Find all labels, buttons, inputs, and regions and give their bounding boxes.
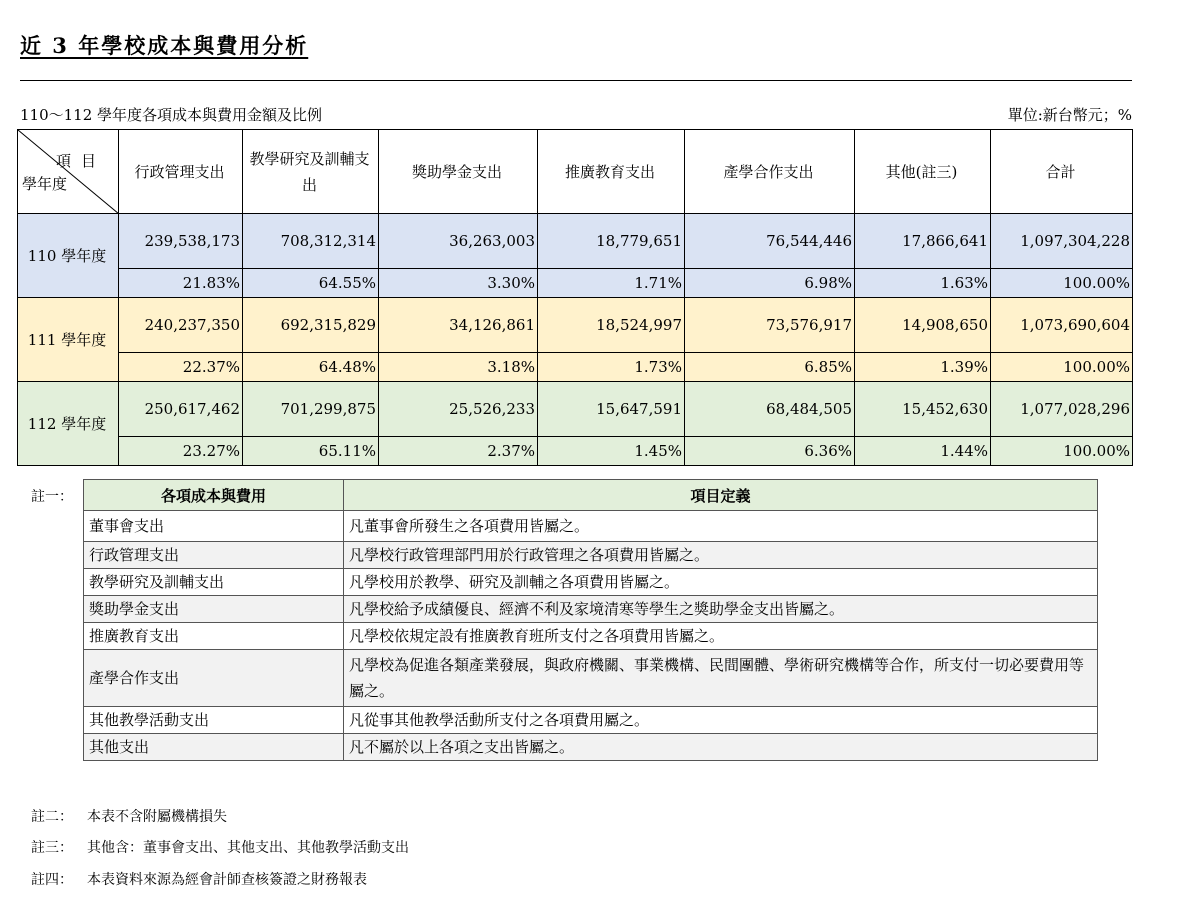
definition-header-item: 各項成本與費用 — [84, 480, 344, 511]
definition-item-name: 行政管理支出 — [84, 542, 344, 569]
percent-cell: 1.71% — [538, 269, 685, 298]
percent-cell: 100.00% — [991, 269, 1133, 298]
percent-cell: 3.30% — [379, 269, 538, 298]
percent-cell: 65.11% — [243, 437, 379, 466]
amount-cell: 68,484,505 — [685, 382, 855, 437]
definition-item-name: 其他支出 — [84, 734, 344, 761]
amount-cell: 1,097,304,228 — [991, 214, 1133, 269]
title-divider — [20, 80, 1132, 81]
amount-cell: 15,647,591 — [538, 382, 685, 437]
amount-row — [18, 298, 1133, 353]
footnote-label: 註三： — [31, 840, 73, 856]
percent-cell: 22.37% — [119, 353, 243, 382]
percent-cell: 1.44% — [855, 437, 991, 466]
column-header: 教學研究及訓輔支出 — [243, 130, 379, 214]
footnote-text: 本表不含附屬機構損失 — [87, 809, 227, 825]
amount-cell: 250,617,462 — [119, 382, 243, 437]
amount-cell: 240,237,350 — [119, 298, 243, 353]
amount-cell: 692,315,829 — [243, 298, 379, 353]
footnote — [31, 869, 367, 889]
percent-cell: 1.45% — [538, 437, 685, 466]
percent-cell: 64.55% — [243, 269, 379, 298]
definition-text: 凡學校用於教學、研究及訓輔之各項費用皆屬之。 — [344, 569, 1098, 596]
column-header: 獎助學金支出 — [379, 130, 538, 214]
definition-row — [84, 569, 1098, 596]
percent-row — [18, 437, 1133, 466]
page-title: 近 3 年學校成本與費用分析 — [20, 33, 309, 58]
percent-row — [18, 353, 1133, 382]
definition-text: 凡董事會所發生之各項費用皆屬之。 — [344, 511, 1098, 542]
percent-cell: 6.98% — [685, 269, 855, 298]
amount-cell: 17,866,641 — [855, 214, 991, 269]
corner-year-label: 學年度 — [22, 175, 68, 193]
definition-item-name: 教學研究及訓輔支出 — [84, 569, 344, 596]
amount-cell: 34,126,861 — [379, 298, 538, 353]
header-row — [18, 130, 1133, 214]
definition-text: 凡學校為促進各類產業發展，與政府機關、事業機構、民間團體、學術研究機構等合作，所支付一切必要費用等屬之。 — [344, 650, 1098, 707]
definition-item-name: 其他教學活動支出 — [84, 707, 344, 734]
cost-table — [17, 129, 1133, 466]
definition-row — [84, 623, 1098, 650]
column-header: 合計 — [991, 130, 1133, 214]
corner-header — [18, 130, 119, 214]
amount-cell: 36,263,003 — [379, 214, 538, 269]
percent-cell: 64.48% — [243, 353, 379, 382]
definition-row — [84, 542, 1098, 569]
footnote — [31, 837, 409, 857]
definition-text: 凡學校行政管理部門用於行政管理之各項費用皆屬之。 — [344, 542, 1098, 569]
amount-cell: 1,077,028,296 — [991, 382, 1133, 437]
definition-table — [83, 479, 1098, 761]
column-header: 行政管理支出 — [119, 130, 243, 214]
definition-header-row — [84, 480, 1098, 511]
amount-row — [18, 382, 1133, 437]
footnote-text: 其他含：董事會支出、其他支出、其他教學活動支出 — [87, 840, 409, 856]
amount-cell: 708,312,314 — [243, 214, 379, 269]
amount-cell: 18,524,997 — [538, 298, 685, 353]
year-cell: 111 學年度 — [18, 298, 119, 382]
footnote-label: 註二： — [31, 809, 73, 825]
percent-cell: 100.00% — [991, 437, 1133, 466]
footnote-label: 註四： — [31, 872, 73, 888]
percent-cell: 3.18% — [379, 353, 538, 382]
amount-cell: 73,576,917 — [685, 298, 855, 353]
percent-cell: 6.85% — [685, 353, 855, 382]
definition-text: 凡學校依規定設有推廣教育班所支付之各項費用皆屬之。 — [344, 623, 1098, 650]
percent-cell: 21.83% — [119, 269, 243, 298]
amount-cell: 14,908,650 — [855, 298, 991, 353]
column-header: 推廣教育支出 — [538, 130, 685, 214]
definition-item-name: 董事會支出 — [84, 511, 344, 542]
percent-row — [18, 269, 1133, 298]
year-cell: 110 學年度 — [18, 214, 119, 298]
amount-cell: 76,544,446 — [685, 214, 855, 269]
definition-row — [84, 734, 1098, 761]
amount-row — [18, 214, 1133, 269]
percent-cell: 23.27% — [119, 437, 243, 466]
unit-label: 單位:新台幣元；% — [1007, 106, 1132, 124]
amount-cell: 239,538,173 — [119, 214, 243, 269]
percent-cell: 100.00% — [991, 353, 1133, 382]
footnote-text: 本表資料來源為經會計師查核簽證之財務報表 — [87, 872, 367, 888]
percent-cell: 1.63% — [855, 269, 991, 298]
amount-cell: 18,779,651 — [538, 214, 685, 269]
percent-cell: 2.37% — [379, 437, 538, 466]
table-caption: 110～112 學年度各項成本與費用金額及比例 — [20, 106, 323, 124]
definition-text: 凡學校給予成績優良、經濟不利及家境清寒等學生之獎助學金支出皆屬之。 — [344, 596, 1098, 623]
percent-cell: 1.73% — [538, 353, 685, 382]
column-header: 其他(註三) — [855, 130, 991, 214]
corner-item-label: 項目 — [55, 152, 106, 170]
definition-text: 凡從事其他教學活動所支付之各項費用屬之。 — [344, 707, 1098, 734]
definition-row — [84, 707, 1098, 734]
footnote — [31, 806, 227, 826]
amount-cell: 25,526,233 — [379, 382, 538, 437]
definition-row — [84, 511, 1098, 542]
definition-row — [84, 596, 1098, 623]
note-1-label: 註一： — [31, 489, 73, 505]
amount-cell: 15,452,630 — [855, 382, 991, 437]
amount-cell: 701,299,875 — [243, 382, 379, 437]
definition-item-name: 產學合作支出 — [84, 650, 344, 707]
percent-cell: 1.39% — [855, 353, 991, 382]
year-cell: 112 學年度 — [18, 382, 119, 466]
definition-header-meaning: 項目定義 — [344, 480, 1098, 511]
amount-cell: 1,073,690,604 — [991, 298, 1133, 353]
column-header: 產學合作支出 — [685, 130, 855, 214]
definition-item-name: 獎助學金支出 — [84, 596, 344, 623]
definition-item-name: 推廣教育支出 — [84, 623, 344, 650]
definition-row — [84, 650, 1098, 707]
definition-text: 凡不屬於以上各項之支出皆屬之。 — [344, 734, 1098, 761]
percent-cell: 6.36% — [685, 437, 855, 466]
